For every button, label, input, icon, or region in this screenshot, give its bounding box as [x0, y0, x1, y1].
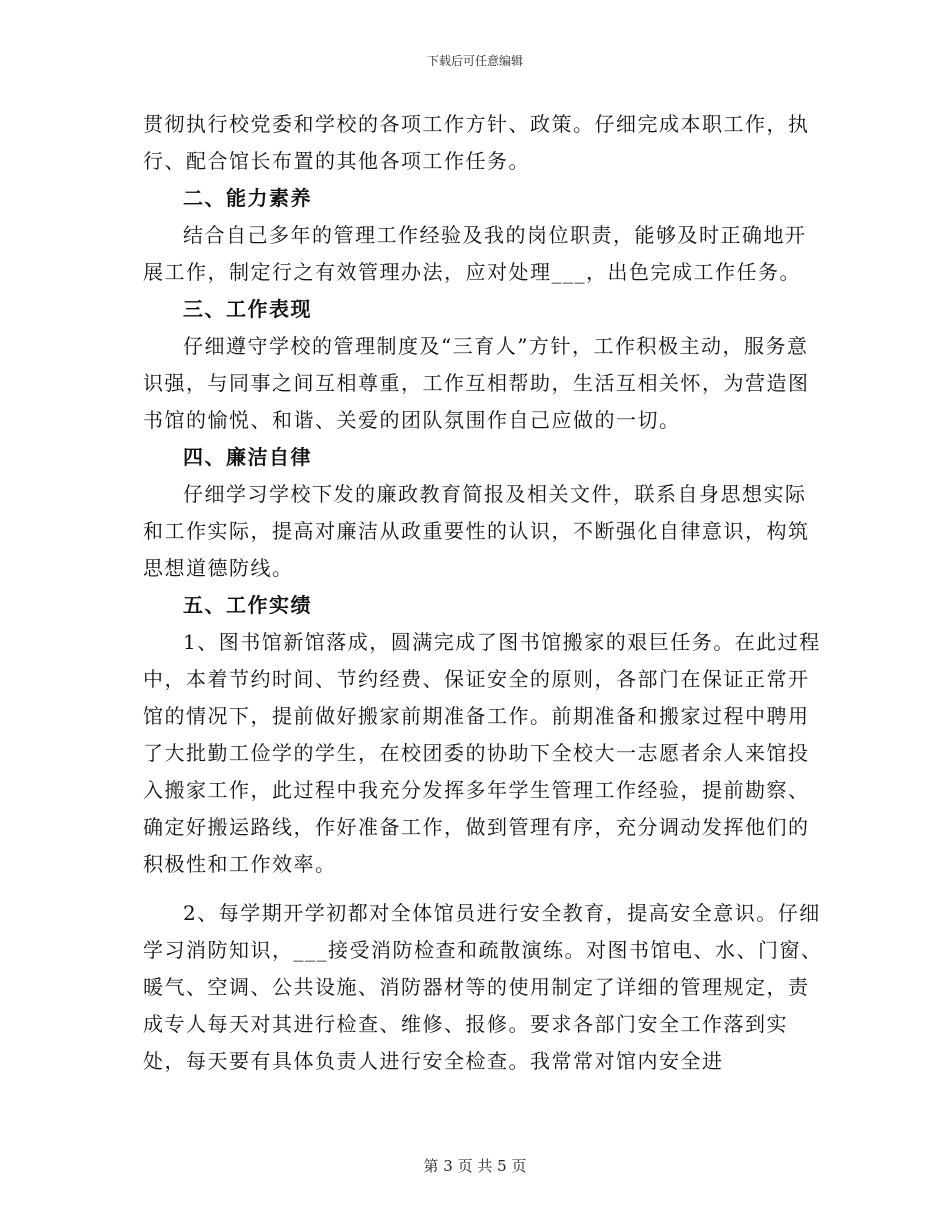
- paragraph-achievement-2: 2、每学期开学初都对全体馆员进行安全教育，提高安全意识。仔细学习消防知识，___接受消防检查和疏散演练。对图书馆电、水、门窗、暖气、空调、公共设施、消防器材等的使用制定了详细的管理规定，责成专人每天对其进行检查、维修、报修。要求各部门安全工作落到实处，每天要有具体负责人进行安全检查。我常常对馆内安全进: [143, 901, 823, 1073]
- paragraph-ability: 结合自己多年的管理工作经验及我的岗位职责，能够及时正确地开展工作，制定行之有效管理办法，应对处理___，出色完成工作任务。: [143, 223, 807, 284]
- paragraph-performance: 仔细遵守学校的管理制度及“三育人”方针，工作积极主动，服务意识强，与同事之间互相尊重，工作互相帮助，生活互相关怀，为营造图书馆的愉悦、和谐、关爱的团队氛围作自己应做的一切。: [143, 334, 810, 432]
- paragraph-achievement-1: 1、图书馆新馆落成，圆满完成了图书馆搬家的艰巨任务。在此过程中，本着节约时间、节约经费、保证安全的原则，各部门在保证正常开馆的情况下，提前做好搬家前期准备工作。前期准备和搬家过程中聘用了大批勤工俭学的学生，在校团委的协助下全校大一志愿者余人来馆投入搬家工作，此过程中我充分发挥多年学生管理工作经验，提前勘察、确定好搬运路线，作好准备工作，做到管理有序，充分调动发挥他们的积极性和工作效率。: [143, 630, 821, 876]
- section-heading-integrity: 四、廉洁自律: [183, 445, 312, 469]
- paragraph-integrity: 仔细学习学校下发的廉政教育简报及相关文件，联系自身思想实际和工作实际，提高对廉洁从政重要性的认识，不断强化自律意识，构筑思想道德防线。: [143, 482, 810, 580]
- paragraph-gap: [143, 883, 823, 895]
- page-number: 第 3 页 共 5 页: [423, 1157, 527, 1175]
- section-heading-performance: 三、工作表现: [183, 297, 312, 321]
- document-body: [143, 106, 823, 1080]
- section-heading-achievements: 五、工作实绩: [183, 593, 312, 617]
- paragraph-duties-continued: 贯彻执行校党委和学校的各项工作方针、政策。仔细完成本职工作，执行、配合馆长布置的其他各项工作任务。: [143, 112, 810, 173]
- page-header-note: 下载后可任意编辑: [426, 54, 523, 68]
- section-heading-ability: 二、能力素养: [183, 186, 312, 210]
